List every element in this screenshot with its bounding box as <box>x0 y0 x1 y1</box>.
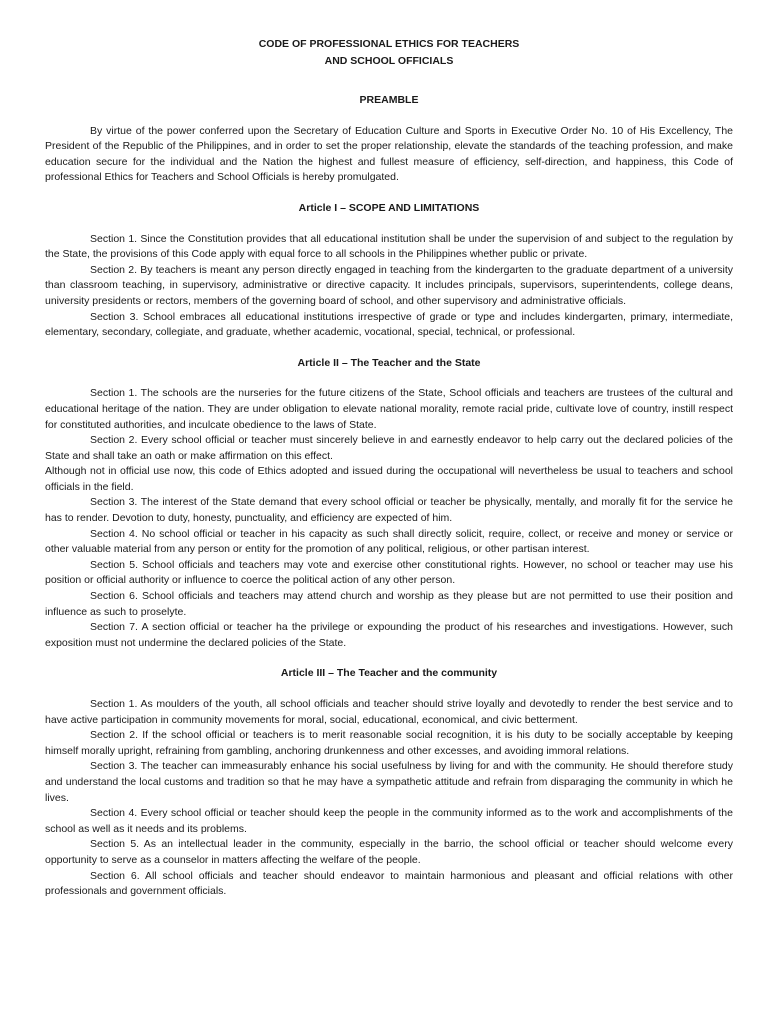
article-2-heading: Article II – The Teacher and the State <box>297 356 481 369</box>
article-2-body <box>45 386 733 651</box>
article-2-section-6: Section 6. School officials and teachers may attend church and worship as they please but are not permitted to use their position and influence as such to proselyte. <box>45 590 733 618</box>
article-3-heading: Article III – The Teacher and the community <box>280 667 498 680</box>
article-1-body <box>45 232 733 341</box>
article-3-section-2: Section 2. If the school official or teachers is to merit reasonable social recognition, it is his duty to be socially acceptable by keeping himself morally upright, refraining from gambling, anchoring drunkenness and other excesses, and avoiding immoral relations. <box>45 729 733 757</box>
article-3-section-5: Section 5. As an intellectual leader in the community, especially in the barrio, the school official or teacher should welcome every opportunity to serve as a counselor in matters affecting the welfare of the people. <box>45 838 733 866</box>
article-3-section-6: Section 6. All school officials and teacher should endeavor to maintain harmonious and pleasant and official relations with other professionals and government officials. <box>45 869 733 898</box>
article-3-body <box>45 697 733 900</box>
article-3-section-1: Section 1. As moulders of the youth, all school officials and teacher should strive loyally and devotedly to render the best service and to have active participation in community movements for moral, social, educational, economical, and civic betterment. <box>45 698 733 726</box>
title-line-2: AND SCHOOL OFFICIALS <box>324 55 454 67</box>
article-2-note: Although not in official use now, this code of Ethics adopted and issued during the occupational will nevertheless be usual to teachers and school officials in the field. <box>45 465 733 493</box>
article-3-section-4: Section 4. Every school official or teacher should keep the people in the community informed as to the work and accomplishments of the school as well as it needs and its problems. <box>45 807 733 835</box>
preamble-paragraph: By virtue of the power conferred upon the Secretary of Education Culture and Sports in Executive Order No. 10 of His Excellency, The President of the Republic of the Philippines, and in order to set the proper relationship, elevate the standards of the teaching profession, and make education secure for the individual and the Nation the highest and fullest measure of efficiency, self-direction, and happiness, this Code of professional Ethics for Teachers and School Officials is hereby promulgated. <box>45 124 733 184</box>
article-2-section-2: Section 2. Every school official or teacher must sincerely believe in and earnestly endeavor to help carry out the declared policies of the State and shall take an oath or make affirmation on this effect. <box>45 434 733 462</box>
preamble-heading: PREAMBLE <box>359 94 419 106</box>
article-1-section-3: Section 3. School embraces all educational institutions irrespective of grade or type and includes kindergarten, primary, intermediate, elementary, secondary, collegiate, and graduate, whether academic, vocational, special, technical, or professional. <box>45 310 733 339</box>
article-1-section-2: Section 2. By teachers is meant any person directly engaged in teaching from the kindergarten to the graduate department of a university than classroom teaching, in supervisory, administrative or directive capacity. It includes principals, supervisors, superintendents, college deans, university presidents or rectors, members of the governing board of school, and other supervisory and administrative officials. <box>45 263 733 307</box>
title-line-1: CODE OF PROFESSIONAL ETHICS FOR TEACHERS <box>258 38 520 50</box>
article-2-section-3: Section 3. The interest of the State demand that every school official or teacher be physically, mentally, and morally fit for the service he has to render. Devotion to duty, honesty, punctuality, and efficiency are expected of him. <box>45 496 733 525</box>
article-2-section-1: Section 1. The schools are the nurseries for the future citizens of the State, School officials and teachers are trustees of the cultural and educational heritage of the nation. They are under obligation to elevate national morality, remote racial pride, cultivate love of country, instill respect for constituted authorities, and inculcate obedience to the laws of State. <box>45 387 733 431</box>
article-2-section-5: Section 5. School officials and teachers may vote and exercise other constitutional rights. However, no school or teacher may use his position or official authority or influence to coerce the political action of any other person. <box>45 558 733 587</box>
article-1-heading: Article I – SCOPE AND LIMITATIONS <box>298 201 480 214</box>
article-2-section-4: Section 4. No school official or teacher in his capacity as such shall directly solicit, require, collect, or receive and money or service or other valuable material from any person or entity for the promotion of any political, religious, or other partisan interest. <box>45 527 733 556</box>
article-3-section-3: Section 3. The teacher can immeasurably enhance his social usefulness by living for and with the community. He should therefore study and understand the local customs and tradition so that he may have a sympathetic attitude and refrain from disparaging the community in which he lives. <box>45 760 733 804</box>
document-title <box>45 36 733 70</box>
article-1-section-1: Section 1. Since the Constitution provides that all educational institution shall be under the supervision of and subject to the regulation by the State, the provisions of this Code apply with equal force to all schools in the Philippines whether public or private. <box>45 232 733 261</box>
article-2-section-7: Section 7. A section official or teacher ha the privilege or expounding the product of his researches and investigations. However, such exposition must not undermine the declared policies of the State. <box>45 621 733 649</box>
